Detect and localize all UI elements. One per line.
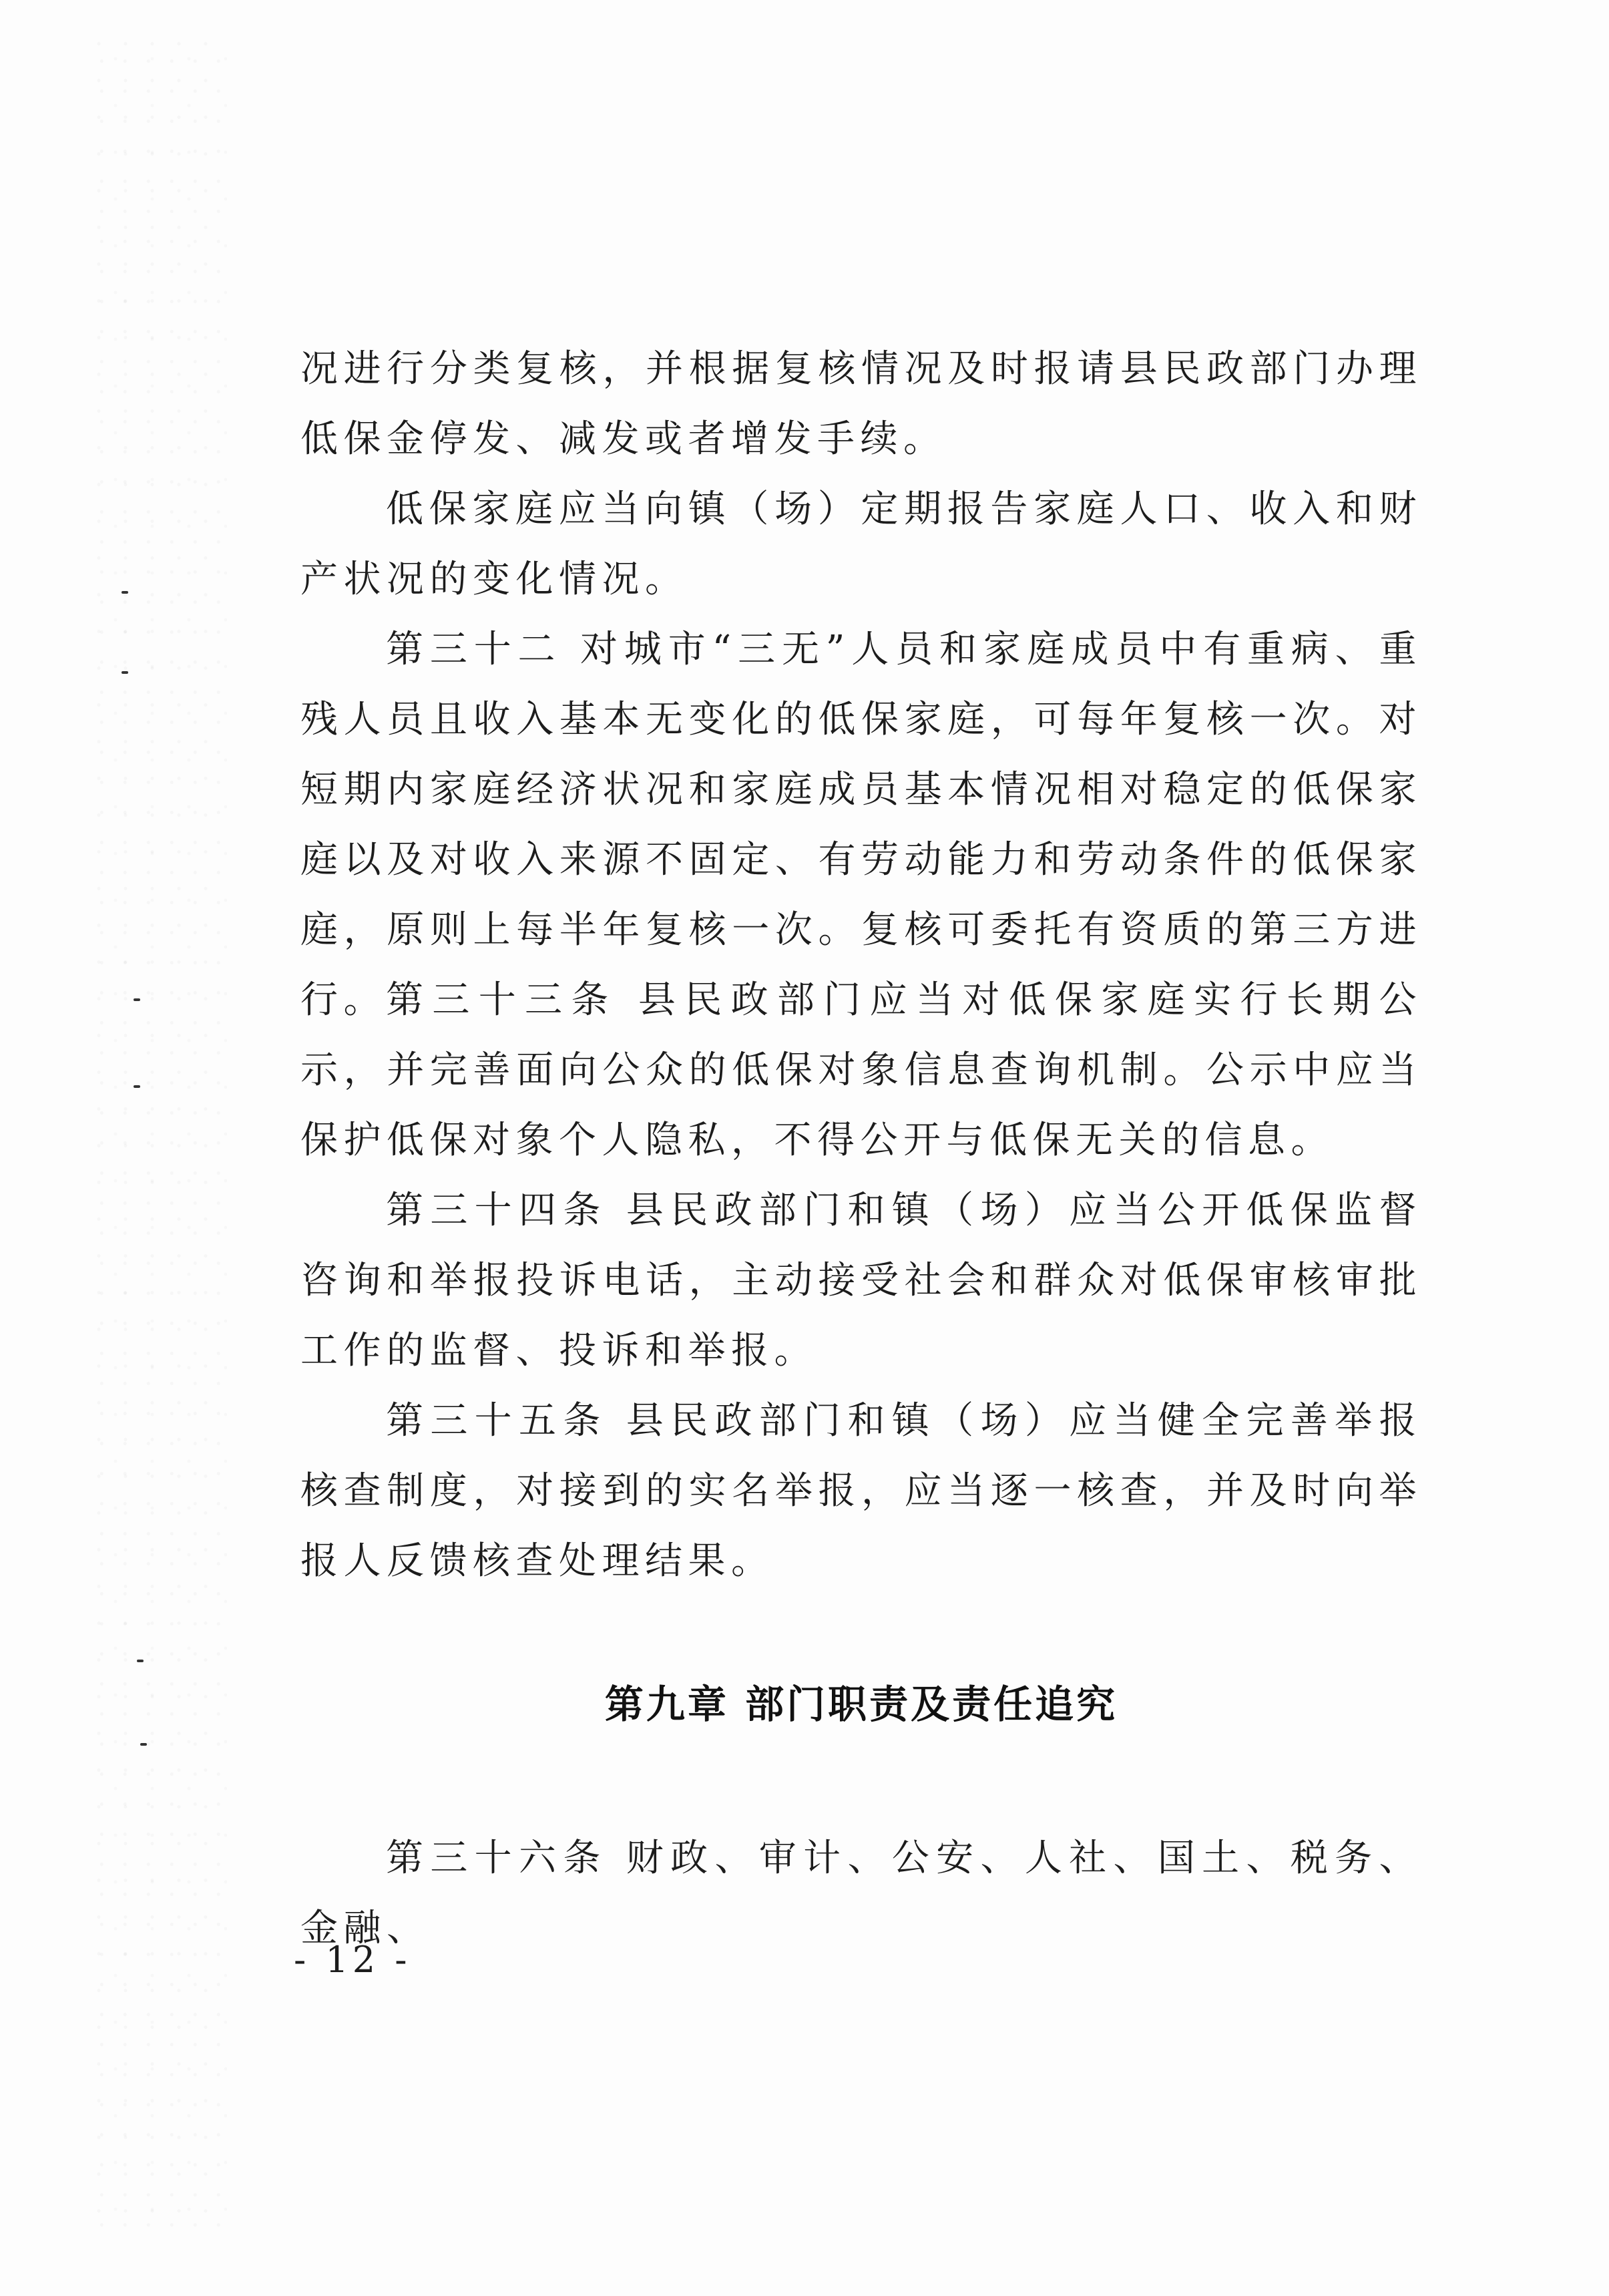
scan-mark: [137, 1660, 144, 1662]
article-33-paragraph: 第三十三条 县民政部门应当对低保家庭实行长期公示，并完善面向公众的低保对象信息查询机制。公示中应当保护低保对象个人隐私，不得公开与低保无关的信息。: [300, 978, 1422, 1162]
paragraph-continuation: 况进行分类复核，并根据复核情况及时报请县民政部门办理低保金停发、减发或者增发手续。: [300, 347, 1422, 461]
chapter-title: 第九章 部门职责及责任追究: [604, 1682, 1118, 1727]
scan-mark: [122, 591, 128, 594]
page-number: - 12 -: [294, 1939, 411, 1981]
paragraph-report-obligation: 低保家庭应当向镇（场）定期报告家庭人口、收入和财产状况的变化情况。: [300, 488, 1422, 601]
article-32-paragraph: 第三十二 对城市“三无”人员和家庭成员中有重病、重残人员且收入基本无变化的低保家庭，可每年复核一次。对短期内家庭经济状况和家庭成员基本情况相对稳定的低保家庭以及对收入来源不固定、有劳动能力和劳动条件的低保家庭，原则上每半年复核一次。复核可委托有资质的第三方进行。: [300, 628, 1422, 1022]
article-34-paragraph: 第三十四条 县民政部门和镇（场）应当公开低保监督咨询和举报投诉电话，主动接受社会和群众对低保审核审批工作的监督、投诉和举报。: [300, 1189, 1422, 1372]
scan-mark: [122, 671, 128, 674]
article-36-paragraph: 第三十六条 财政、审计、公安、人社、国土、税务、金融、: [300, 1837, 1422, 1950]
scan-mark: [134, 1085, 140, 1088]
scan-mark: [134, 998, 140, 1001]
scan-mark: [140, 1743, 147, 1746]
article-35-paragraph: 第三十五条 县民政部门和镇（场）应当健全完善举报核查制度，对接到的实名举报，应当逐一核查，并及时向举报人反馈核查处理结果。: [300, 1399, 1422, 1583]
scan-noise-strip: [93, 40, 227, 2244]
